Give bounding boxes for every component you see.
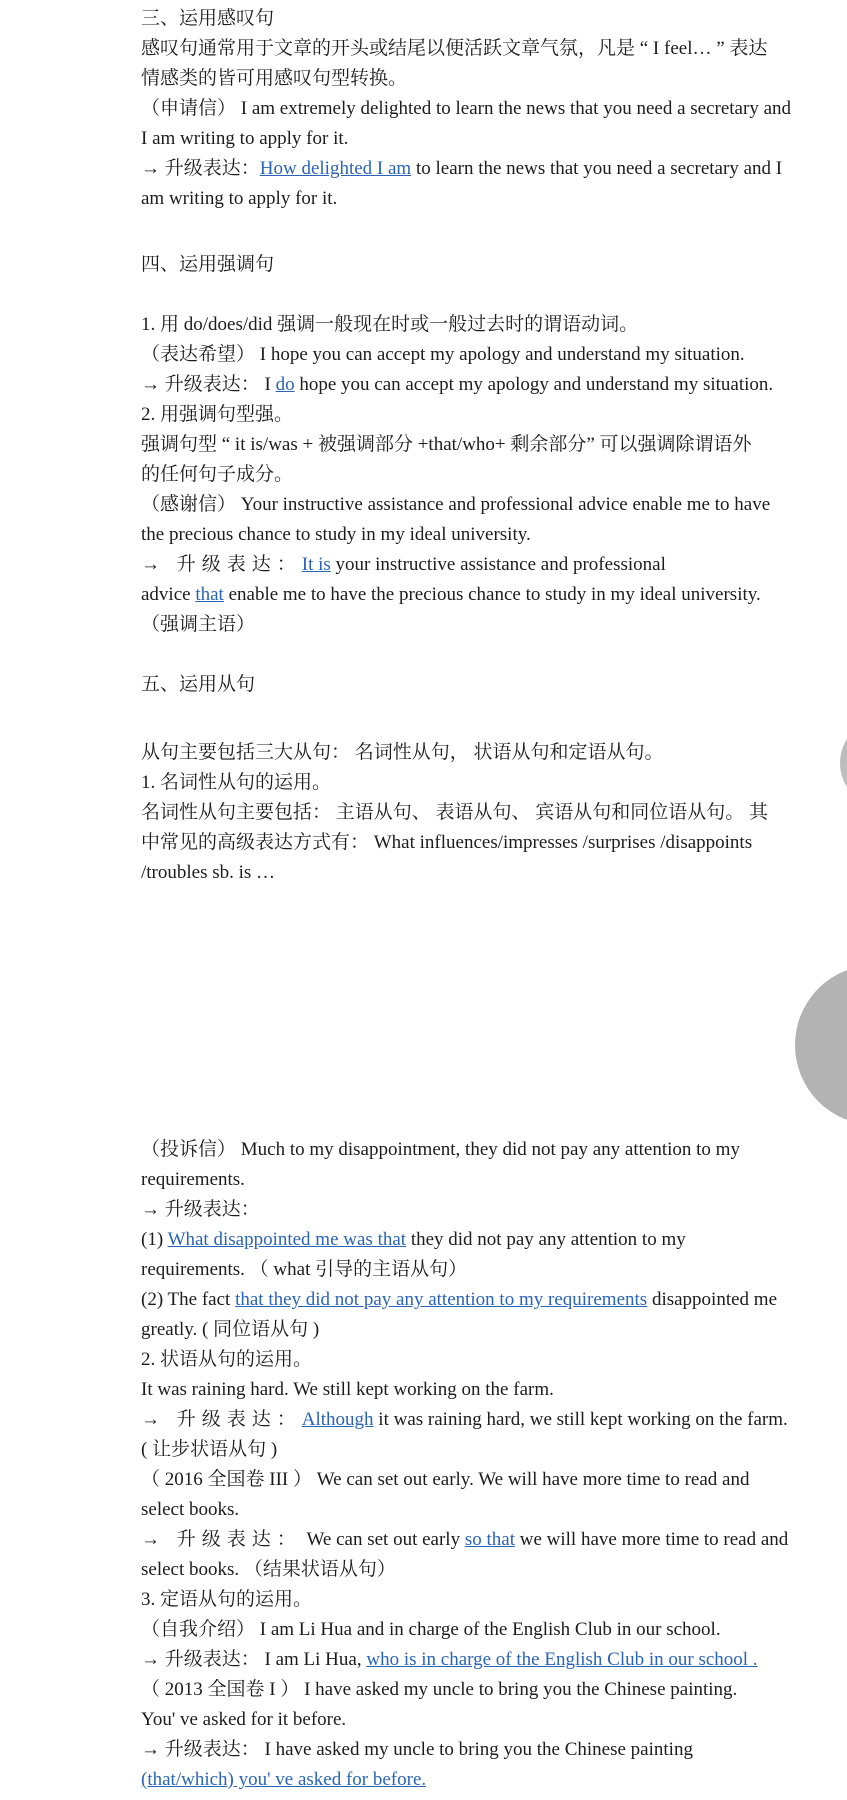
upgrade-line — [141, 370, 831, 400]
highlight-link[interactable]: who is in charge of the English Club in our school . — [366, 1649, 758, 1670]
upgrade-text: (1) — [141, 1229, 168, 1250]
upgrade-label: → 升级表达： I — [141, 374, 276, 395]
highlight-link[interactable]: It is — [301, 554, 331, 575]
highlight-link[interactable]: that — [195, 584, 224, 605]
note-line: （强调主语） — [141, 614, 256, 635]
example-line: （表达希望） I hope you can accept my apology and understand my situation. — [141, 344, 745, 365]
paragraph-line: /troubles sb. is … — [141, 862, 276, 883]
example-line: the precious chance to study in my ideal university. — [141, 524, 531, 545]
example-line: I am writing to apply for it. — [141, 128, 349, 149]
upgrade-line — [141, 1645, 831, 1675]
upgrade-label: → 升级表达： — [141, 158, 260, 179]
highlight-link[interactable]: (that/which) you' ve asked for before. — [141, 1769, 427, 1790]
example-line: （感谢信） Your instructive assistance and professional advice enable me to have — [141, 494, 771, 515]
upgrade-text: advice — [141, 584, 196, 605]
upgrade-line — [141, 1525, 831, 1555]
upgrade-line — [141, 154, 831, 184]
paragraph-line: 1. 用 do/does/did 强调一般现在时或一般过去时的谓语动词。 — [141, 314, 639, 335]
highlight-link[interactable]: so that — [464, 1529, 515, 1550]
upgrade-line — [141, 1285, 831, 1315]
upgrade-text: we will have more time to read and — [514, 1529, 789, 1550]
example-line: （申请信） I am extremely delighted to learn the news that you need a secretary and — [141, 98, 791, 119]
upgrade-line — [141, 550, 831, 580]
highlight-link[interactable]: What disappointed me was that — [167, 1229, 407, 1250]
example-line: （ 2016 全国卷 III ） We can set out early. We will have more time to read and — [141, 1469, 750, 1490]
upgrade-text: your instructive assistance and professional — [330, 554, 666, 575]
highlight-link[interactable]: Although — [301, 1409, 374, 1430]
paragraph-line: 感叹句通常用于文章的开头或结尾以便活跃文章气氛，凡是 “ I feel… ” 表达 — [141, 38, 768, 59]
paragraph-line: 2. 用强调句型强。 — [141, 404, 294, 425]
highlight-link[interactable]: that they did not pay any attention to my requirements — [235, 1289, 648, 1310]
floating-scroll-handle[interactable] — [840, 718, 847, 808]
paragraph-line: 强调句型 “ it is/was + 被强调部分 +that/who+ 剩余部分” 可以强调除谓语外 — [141, 434, 752, 455]
paragraph-line: 从句主要包括三大从句： 名词性从句， 状语从句和定语从句。 — [141, 742, 664, 763]
example-line: It was raining hard. We still kept working on the farm. — [141, 1379, 554, 1400]
section-heading: 五、运用从句 — [141, 674, 256, 695]
example-line: （ 2013 全国卷 I ） I have asked my uncle to bring you the Chinese painting. — [141, 1679, 738, 1700]
upgrade-line — [141, 1765, 831, 1795]
highlight-link[interactable]: How delighted I am — [259, 158, 412, 179]
upgrade-line: select books. （结果状语从句） — [141, 1559, 396, 1580]
paragraph-line: 名词性从句主要包括： 主语从句、 表语从句、 宾语从句和同位语从句。 其 — [141, 802, 769, 823]
section-emphasis — [141, 250, 831, 280]
upgrade-line: → 升级表达： I have asked my uncle to bring you the Chinese painting — [141, 1739, 693, 1760]
upgrade-line: am writing to apply for it. — [141, 188, 338, 209]
section-clauses — [141, 670, 831, 700]
upgrade-text: they did not pay any attention to my — [406, 1229, 686, 1250]
example-line: requirements. — [141, 1169, 245, 1190]
example-line: select books. — [141, 1499, 240, 1520]
paragraph-line: 的任何句子成分。 — [141, 464, 294, 485]
paragraph-line: 1. 名词性从句的运用。 — [141, 772, 332, 793]
upgrade-label: → 升级表达： — [141, 1409, 302, 1430]
example-line: （自我介绍） I am Li Hua and in charge of the English Club in our school. — [141, 1619, 721, 1640]
upgrade-line: requirements. （ what 引导的主语从句） — [141, 1259, 468, 1280]
upgrade-label: → 升级表达： — [141, 1529, 302, 1550]
section-emphasis-body — [141, 310, 831, 640]
section-clauses-examples — [141, 1135, 831, 1795]
upgrade-label: → 升级表达： — [141, 554, 302, 575]
upgrade-text: We can set out early — [301, 1529, 465, 1550]
upgrade-text: it was raining hard, we still kept working on the farm. — [373, 1409, 788, 1430]
floating-action-bubble[interactable] — [795, 965, 847, 1125]
section-heading: 三、运用感叹句 — [141, 8, 275, 29]
upgrade-line — [141, 1405, 831, 1435]
upgrade-line — [141, 1225, 831, 1255]
paragraph-line: 中常见的高级表达方式有： What influences/impresses /surprises /disappoints — [141, 832, 753, 853]
paragraph-line: 情感类的皆可用感叹句型转换。 — [141, 68, 408, 89]
upgrade-text: (2) The fact — [141, 1289, 236, 1310]
upgrade-line: greatly. ( 同位语从句 ) — [141, 1319, 320, 1340]
upgrade-text: enable me to have the precious chance to study in my ideal university. — [223, 584, 761, 605]
example-line: （投诉信） Much to my disappointment, they did not pay any attention to my — [141, 1139, 740, 1160]
upgrade-label: → 升级表达： — [141, 1199, 260, 1220]
highlight-link[interactable]: do — [275, 374, 295, 395]
paragraph-line: 3. 定语从句的运用。 — [141, 1589, 313, 1610]
section-heading: 四、运用强调句 — [141, 254, 275, 275]
section-clauses-intro — [141, 738, 831, 888]
upgrade-text: disappointed me — [647, 1289, 777, 1310]
upgrade-line — [141, 580, 831, 610]
section-exclamation — [141, 4, 831, 214]
note-line: ( 让步状语从句 ) — [141, 1439, 278, 1460]
example-line: You' ve asked for it before. — [141, 1709, 347, 1730]
paragraph-line: 2. 状语从句的运用。 — [141, 1349, 313, 1370]
upgrade-text: hope you can accept my apology and understand my situation. — [294, 374, 774, 395]
upgrade-label: → 升级表达： I am Li Hua, — [141, 1649, 367, 1670]
upgrade-text: to learn the news that you need a secretary and I — [411, 158, 783, 179]
